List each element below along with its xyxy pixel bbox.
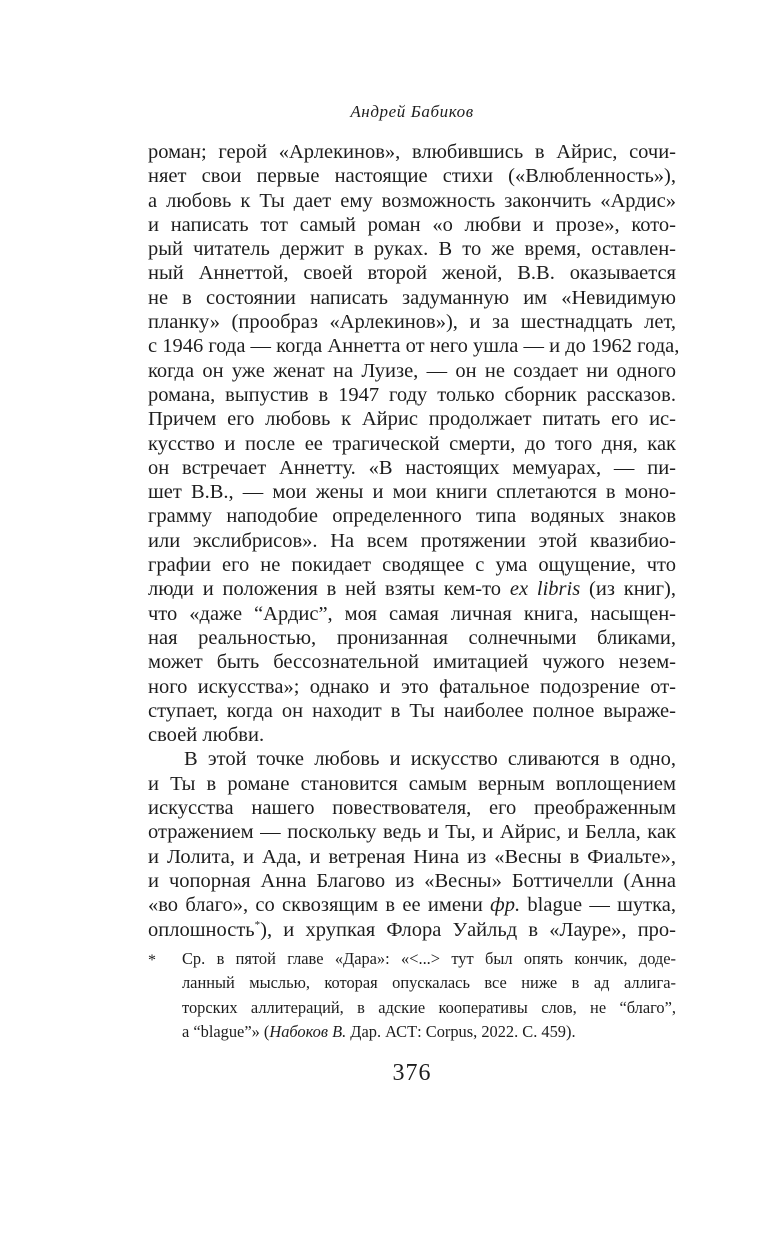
footnote-line: Ср. в пятой главе «Дара»: «<...> тут был опять кончик, доде- (182, 949, 676, 968)
line-text: blague — шутка, (520, 894, 676, 917)
text-line: няет свои первые настоящие стихи («Влюбленность»), (148, 165, 676, 188)
text-line: и написать тот самый роман «о любви и прозе», кото- (148, 213, 676, 236)
line-text: «во благо», со сквозящим в ее имени (148, 894, 491, 917)
line-text: ), и хрупкая Флора Уайльд в «Лауре», про- (260, 918, 676, 941)
text-line: или экслибрисов». На всем протяжении этой квазибио- (148, 529, 676, 552)
text-line: Причем его любовь к Айрис продолжает питать его ис- (148, 408, 676, 431)
footnote-reference: * (254, 918, 261, 931)
footnote-text (182, 948, 676, 1045)
text-line (148, 918, 676, 942)
text-line (148, 893, 676, 917)
book-page (148, 0, 680, 1241)
footnote-marker: * (148, 952, 156, 969)
italic-text: Набоков В. (269, 1021, 347, 1041)
line-text: оплошность (148, 918, 255, 941)
text-line: грамму наподобие определенного типа водяных знаков (148, 505, 676, 528)
text-line: своей любви. (148, 724, 265, 747)
text-line: отражением — поскольку ведь и Ты, и Айрис, и Белла, как (148, 821, 676, 844)
text-line: шет В.В., — мои жены и мои книги сплетаются в моно- (148, 481, 676, 504)
text-line: планку» (прообраз «Арлекинов»), и за шестнадцать лет, (148, 311, 676, 334)
line-text: люди и положения в ней взяты кем-то (148, 578, 510, 601)
text-line: роман; герой «Арлекинов», влюбившись в Айрис, сочи- (148, 141, 676, 163)
text-line: кусство и после ее трагической смерти, до того дня, как (148, 432, 676, 455)
footnote-line: торских аллитераций, в адские кооперативы слов, не “благо”, (182, 997, 676, 1017)
text-line: что «даже “Ардис”, моя самая личная книга, насыщен- (148, 602, 676, 625)
text-line: и Лолита, и Ада, и ветреная Нина из «Весны в Фиальте», (148, 845, 676, 868)
text-line: ного искусства»; однако и это фатальное подозрение от- (148, 675, 676, 698)
text-line: графии его не покидает сводящее с ума ощущение, что (148, 554, 676, 577)
italic-text: ex libris (509, 578, 581, 601)
text-line: В этой точке любовь и искусство сливаются в одно, (184, 748, 676, 771)
text-line: он встречает Аннетту. «В настоящих мемуарах, — пи- (148, 456, 676, 479)
text-line: ная реальностью, пронизанная солнечными бликами, (148, 626, 676, 649)
running-head: Андрей Бабиков (350, 102, 474, 121)
text-line: и Ты в романе становится самым верным воплощением (148, 772, 676, 795)
text-line: ный Аннеттой, своей второй женой, В.В. оказывается (148, 262, 676, 285)
text-line: рый читатель держит в руках. В то же время, оставлен- (148, 238, 676, 261)
page-number: 376 (392, 1060, 432, 1086)
text-line: когда он уже женат на Луизе, — он не создает ни одного (148, 359, 676, 382)
text-line: а любовь к Ты дает ему возможность закончить «Ардис» (148, 189, 676, 212)
text-line: и чопорная Анна Благово из «Весны» Боттичелли (Анна (148, 869, 676, 892)
body-text (148, 140, 680, 942)
line-text: Дар. АСТ: Corpus, 2022. С. 459). (346, 1021, 576, 1041)
text-line: романа, выпустив в 1947 году только сборник рассказов. (148, 383, 676, 406)
text-line: не в состоянии написать задуманную им «Невидимую (148, 286, 676, 309)
text-line: с 1946 года — когда Аннетта от него ушла — и до 1962 года, (148, 335, 680, 358)
text-line: ступает, когда он находит в Ты наиболее полное выраже- (148, 699, 676, 722)
text-line: искусства нашего повествователя, его преображенным (148, 797, 676, 820)
italic-text: фр. (490, 894, 521, 917)
text-line: может быть бессознательной имитацией чужого незем- (148, 651, 676, 674)
line-text: а “blague”» ( (182, 1021, 270, 1041)
line-text: (из книг), (580, 578, 677, 601)
text-line (148, 577, 676, 601)
footnote-line (182, 1021, 676, 1045)
footnote-line: ланный мыслью, которая опускалась все ниже в ад аллига- (182, 973, 676, 993)
